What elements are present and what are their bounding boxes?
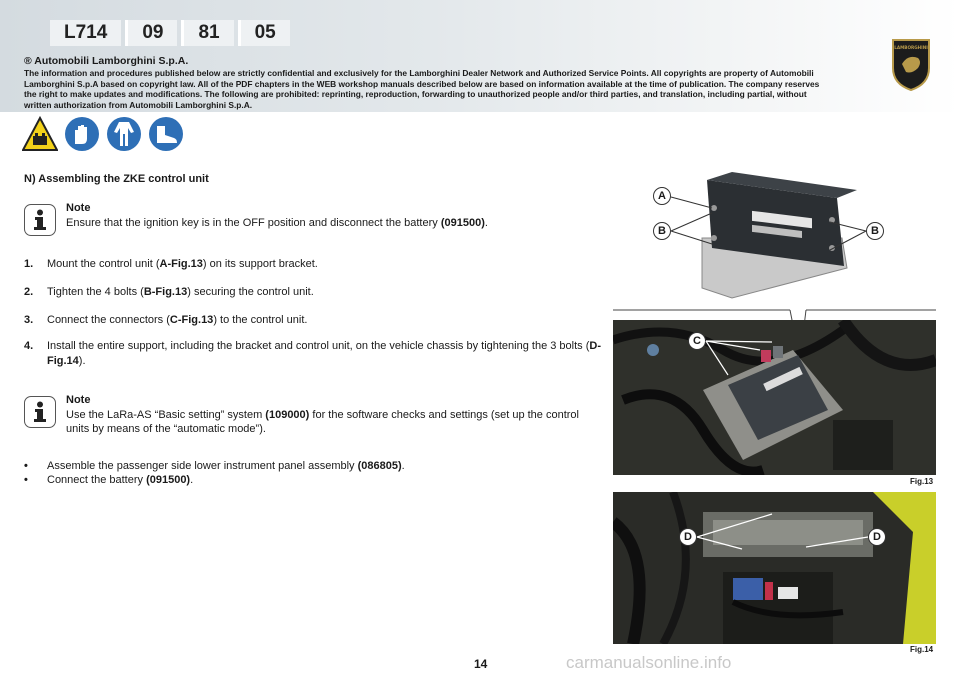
fig13-caption: Fig.13 bbox=[910, 477, 934, 486]
copyright-title: ® Automobili Lamborghini S.p.A. bbox=[24, 55, 189, 67]
fig14-caption: Fig.14 bbox=[910, 645, 934, 654]
bullet-connect-battery: • Connect the battery (091500). bbox=[24, 474, 194, 486]
callout-c: C bbox=[688, 332, 706, 350]
step-3: 3. Connect the connectors (C-Fig.13) to the control unit. bbox=[24, 314, 308, 326]
callout-d-left: D bbox=[679, 528, 697, 546]
bullet-instrument-panel: • Assemble the passenger side lower instrument panel assembly (086805). bbox=[24, 460, 405, 472]
section-code: 05 bbox=[238, 20, 290, 46]
group-code: 09 bbox=[125, 20, 177, 46]
step-2: 2. Tighten the 4 bolts (B-Fig.13) securing the control unit. bbox=[24, 286, 314, 298]
subgroup-code: 81 bbox=[181, 20, 233, 46]
watermark: carmanualsonline.info bbox=[566, 653, 732, 672]
step-4: 4. Install the entire support, including the bracket and control unit, on the vehicle chassis by tightening the 3 bolts (D-Fig.14). bbox=[24, 340, 601, 367]
page-number: 14 bbox=[474, 657, 488, 671]
note-text: Use the LaRa-AS “Basic setting” system (109000) for the software checks and settings (set up the control units by means of the “automatic mode”). bbox=[66, 408, 579, 435]
section-heading: N) Assembling the ZKE control unit bbox=[24, 173, 209, 185]
callout-b-left: B bbox=[653, 222, 671, 240]
callout-a: A bbox=[653, 187, 671, 205]
note-label: Note bbox=[66, 202, 91, 214]
callout-b-right: B bbox=[866, 222, 884, 240]
model-code: L714 bbox=[50, 20, 121, 46]
copyright-text: The information and procedures published below are strictly confidential and exclusively for the Lamborghini Dealer Network and Authorized Service Points. All copyrights are property of Automobili Lamborghini S.p.A based on copyright law. All of the PDF chapters in the WEB workshop manuals described below are based on information available at the time of publication. The company reserves the right to make updates and modifications. The following are prohibited: reprinting, reproduction, forwarding to unauthorized people and/or third parties, and translation, including partial, without written authorization from Automobili Lamborghini S.p.A. bbox=[24, 68, 820, 111]
step-1: 1. Mount the control unit (A-Fig.13) on its support bracket. bbox=[24, 258, 318, 270]
callout-d-right: D bbox=[868, 528, 886, 546]
note-label: Note bbox=[66, 394, 91, 406]
logo-wordmark: LAMBORGHINI bbox=[894, 45, 928, 50]
note-text: Ensure that the ignition key is in the OFF position and disconnect the battery (091500). bbox=[66, 216, 488, 229]
